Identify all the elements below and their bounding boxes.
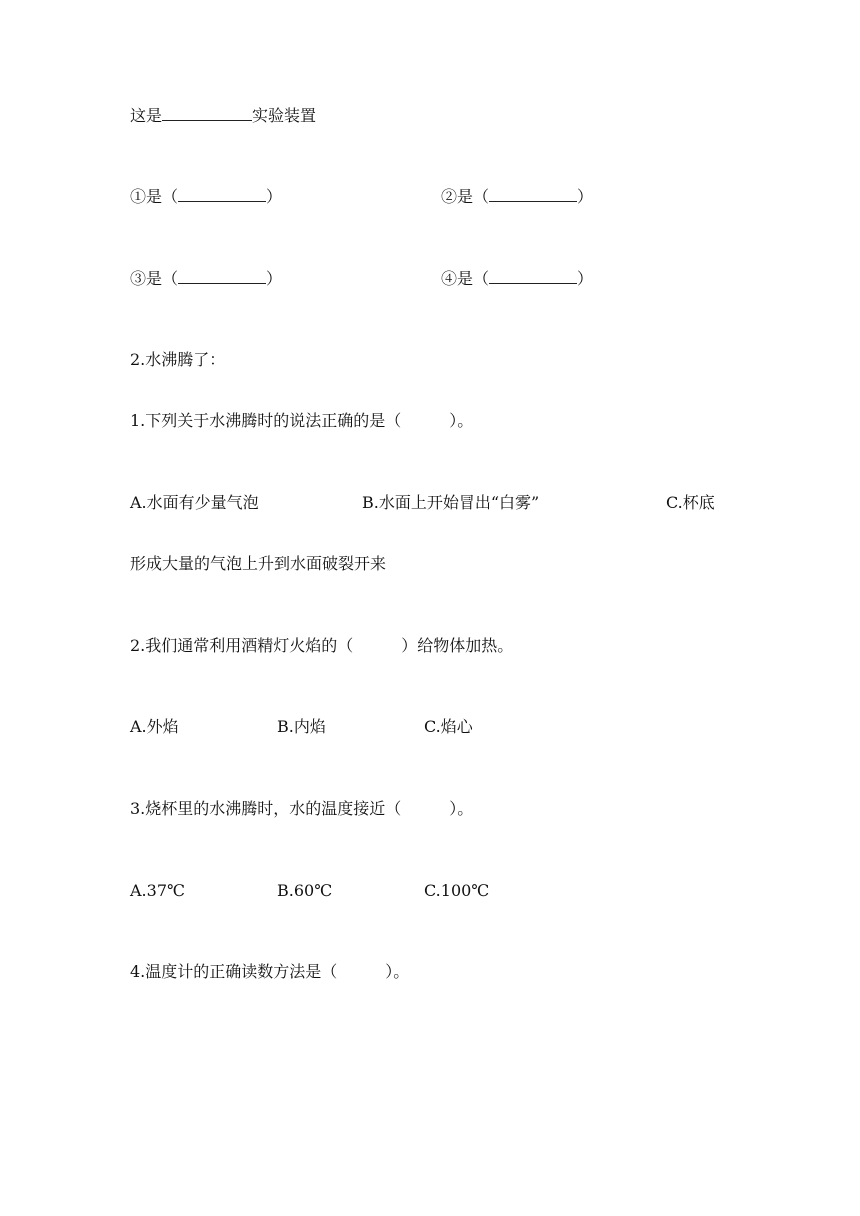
question-1-option-a[interactable]: A.水面有少量气泡	[130, 493, 259, 512]
part-2-blank[interactable]	[489, 187, 577, 202]
question-1-stem: 1.下列关于水沸腾时的说法正确的是（ ）。	[130, 411, 474, 430]
part-2-line	[441, 187, 593, 207]
question-1-option-c[interactable]: C.杯底	[666, 493, 715, 512]
part-4-blank[interactable]	[489, 269, 577, 284]
part-3-line	[130, 269, 282, 289]
part-2-label: ②是（	[441, 187, 490, 206]
section-title: 2.水沸腾了：	[130, 350, 226, 369]
question-2-option-c[interactable]: C.焰心	[424, 717, 473, 736]
question-3-stem: 3.烧杯里的水沸腾时，水的温度接近（ ）。	[130, 799, 474, 818]
part-1-line	[130, 187, 282, 207]
part-1-blank[interactable]	[178, 187, 266, 202]
question-1-option-c-continuation: 形成大量的气泡上升到水面破裂开来	[130, 554, 387, 573]
intro-line	[130, 106, 316, 126]
part-3-label: ③是（	[130, 269, 179, 288]
question-1-option-b[interactable]: B.水面上开始冒出“白雾”	[362, 493, 540, 512]
part-3-close: ）	[266, 269, 283, 288]
question-3-option-b[interactable]: B.60℃	[277, 881, 333, 900]
part-4-line	[441, 269, 593, 289]
question-2-option-b[interactable]: B.内焰	[277, 717, 326, 736]
question-3-option-c[interactable]: C.100℃	[424, 881, 490, 900]
question-2-option-a[interactable]: A.外焰	[130, 717, 179, 736]
part-1-close: ）	[266, 187, 283, 206]
intro-text-before: 这是	[130, 106, 163, 125]
intro-text-after: 实验装置	[252, 106, 317, 125]
intro-answer-blank[interactable]	[162, 106, 252, 121]
question-3-option-a[interactable]: A.37℃	[130, 881, 185, 900]
question-4-stem: 4.温度计的正确读数方法是（ ）。	[130, 962, 410, 981]
part-3-blank[interactable]	[178, 269, 266, 284]
part-2-close: ）	[577, 187, 594, 206]
part-4-close: ）	[577, 269, 594, 288]
part-4-label: ④是（	[441, 269, 490, 288]
question-2-stem: 2.我们通常利用酒精灯火焰的（ ）给物体加热。	[130, 636, 514, 655]
part-1-label: ①是（	[130, 187, 179, 206]
